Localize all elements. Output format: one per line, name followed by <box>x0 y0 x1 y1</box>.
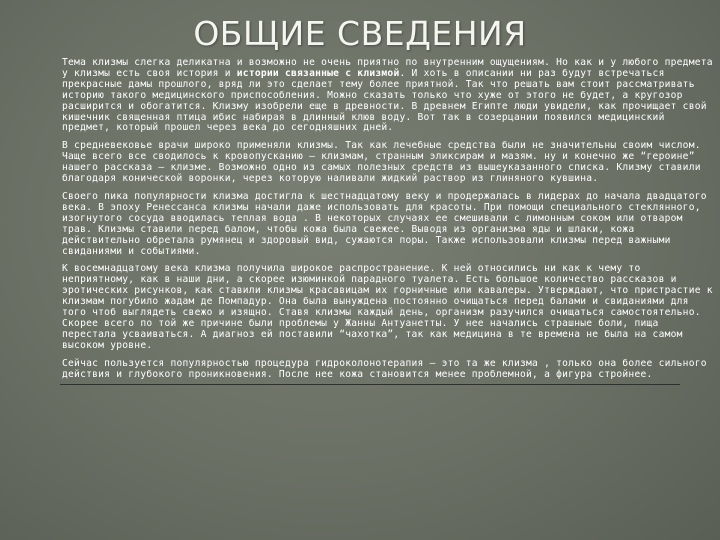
paragraph-5: Сейчас пользуется популярностью процедура гидроколонотерапия – это та же клизма , только она более сильного действия и глубокого проникновения. После нее кожа становится менее проблемной, а фигура стройнее. <box>62 357 707 380</box>
horizontal-divider <box>60 384 680 385</box>
paragraph-4: К восемнадцатому века клизма получила широкое распространение. К ней относились ни как к чему то неприятному, как в наши дни, а скорее изюминкой парадного туалета. Есть большое количество рассказов и эротических рисунков, как ставили клизмы красавицам их горничные или кавалеры. Утверждают, что пристрастие к клизмам погубило жадам де Помпадур. Она была вынуждена постоянно очищаться перед балами и свиданиями для того чтоб выглядеть свежо и изящно. Ставя клизмы каждый день, организм разучился очищаться самостоятельно. Скорее всего по той же причине были проблемы у Жанны Антуанетты. У нее начались страшные боли, пища перестала усваиваться. А диагноз ей поставили “чахотка”, так как медицина в те времена не была на самом высоком уровне. <box>62 263 713 351</box>
paragraph-1-text-start: Тема клизмы слегка деликатна и возможно не очень приятно по внутренним ощущениям. Но как и у любого предмета у клизмы есть своя история и <box>62 57 713 79</box>
paragraph-3: Своего пика популярности клизма достигла к шестнадцатому веку и продержалась в лидерах до начала двадцатого века. В эпоху Ренессанса клизмы начали даже использовать для красоты. При помощи специального стеклянного, изогнутого сосуда вводилась теплая вода . В некоторых случаях ее смешивали с лимонным соком или отваром трав. Клизмы ставили перед балом, чтобы кожа была свежее. Выводя из организма яды и шлаки, кожа действительно обретала румянец и здоровый вид, сужаются поры. Также использовали клизмы перед важными свиданиями и событиями. <box>62 190 707 257</box>
slide-title: ОБЩИЕ СВЕДЕНИЯ <box>193 14 527 53</box>
paragraph-1 <box>62 58 718 134</box>
paragraph-2: В средневековье врачи широко применяли клизмы. Так как лечебные средства были не значительны своим числом. Чаще всего все сводилось к кровопусканию – клизмам, странным эликсирам и мазям. ну и конечно же “героине” нашего рассказа – клизме. Возможно одно из самых полезных средств из вышеуказанного списка. Клизму ставили благодаря конической воронки, через которую наливали жидкий раствор из глиняного кувшина. <box>62 140 701 185</box>
paragraph-1-text-end: . И хоть в описании ни раз будут встречаться прекрасные дамы прошлого, вряд ли это сделает тему более приятной. Так что решать вам стоит рассматривать историю такого медицинского приспособления. Можно сказать только что хуже от этого не будет, а кругозор расширится и обогатится. Клизму изобрели еще в древности. В древнем Египте люди увидели, как прочищает свой кишечник священная птица ибис набирая в длинный клюв воду. Вот так в созерцании появился медицинский предмет, который прошел через века до сегодняшних дней. <box>62 67 707 134</box>
paragraph-1-emphasis: истории связанные с клизмой <box>236 67 400 79</box>
slide-body <box>62 58 718 387</box>
